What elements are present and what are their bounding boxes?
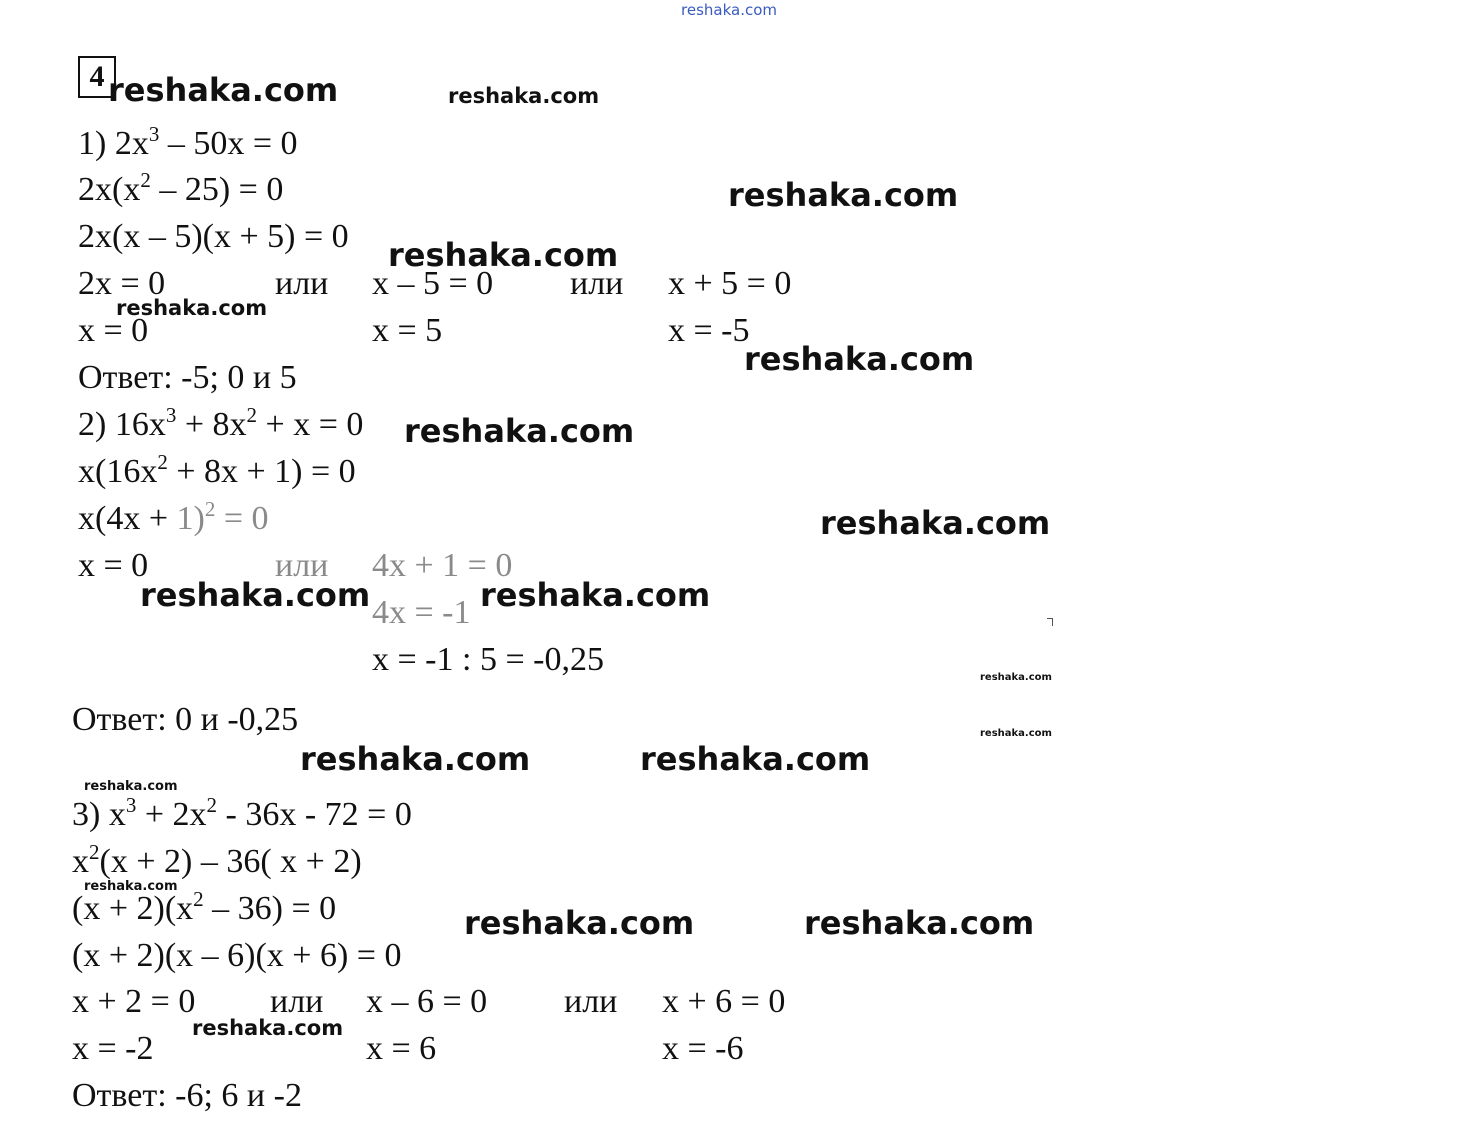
- watermark: reshaka.com: [140, 576, 371, 614]
- p2-answer: Ответ: 0 и -0,25: [72, 701, 299, 738]
- p3-r5c4: или: [564, 983, 618, 1020]
- tick-mark: [1047, 618, 1053, 626]
- watermark: reshaka.com: [300, 740, 531, 778]
- watermark: reshaka.com: [980, 728, 1052, 739]
- top-watermark: reshaka.com: [681, 1, 777, 19]
- watermark: reshaka.com: [804, 904, 1035, 942]
- p3-r6c3: x = 6: [366, 1030, 437, 1067]
- p3-r6c5: x = -6: [662, 1030, 744, 1067]
- p3-r5c1: x + 2 = 0: [72, 983, 196, 1020]
- watermark: reshaka.com: [464, 904, 695, 942]
- p1-r5c5: x = -5: [668, 312, 750, 349]
- p1-r4c1: 2x = 0: [78, 265, 166, 302]
- watermark: reshaka.com: [116, 296, 268, 320]
- watermark: reshaka.com: [448, 84, 600, 108]
- watermark: reshaka.com: [84, 879, 178, 894]
- p1-r4c3: x – 5 = 0: [372, 265, 494, 302]
- p3-line2: $x^2(x + 2) - 36$( x + 2): [72, 840, 362, 880]
- p3-r6c1: x = -2: [72, 1030, 154, 1067]
- watermark: reshaka.com: [480, 576, 711, 614]
- watermark: reshaka.com: [640, 740, 871, 778]
- p1-line2: $2x(x^2 - 25) = 0$: [78, 168, 284, 208]
- watermark: reshaka.com: [192, 1016, 344, 1040]
- p3-line3: $(x + 2)(x^2 - 36) = 0$: [72, 887, 337, 927]
- p3-r5c5: x + 6 = 0: [662, 983, 786, 1020]
- p1-answer: Ответ: -5; 0 и 5: [78, 359, 297, 396]
- p2-line3: $x(4x + 1)^2 = 0$: [78, 497, 269, 537]
- p2-r6c3: x = -1 : 5 = -0,25: [372, 641, 604, 678]
- watermark: reshaka.com: [980, 672, 1052, 683]
- watermark: reshaka.com: [84, 779, 178, 794]
- watermark: reshaka.com: [820, 504, 1051, 542]
- p2-line2: $x(16x^2 + 8x + 1) = 0$: [78, 450, 356, 490]
- p3-line4: (x + 2)(x – 6)(x + 6) = 0: [72, 937, 402, 974]
- p3-answer: Ответ: -6; 6 и -2: [72, 1077, 302, 1114]
- watermark: reshaka.com: [108, 71, 339, 109]
- p2-line1: 2) $16x^3 + 8x^2 + x = 0$: [78, 403, 364, 443]
- p1-line3: 2x(x – 5)(x + 5) = 0: [78, 218, 349, 255]
- p3-r5c3: x – 6 = 0: [366, 983, 488, 1020]
- p1-line1: 1) $2x^3 - 50x = 0$: [78, 122, 298, 162]
- watermark: reshaka.com: [728, 176, 959, 214]
- p2-r4c3: 4x + 1 = 0: [372, 547, 513, 584]
- p3-line1: 3) $x^3 + 2x^2 - 36x - 72 = 0$: [72, 793, 412, 833]
- watermark: reshaka.com: [404, 412, 635, 450]
- p1-r5c1: x = 0: [78, 312, 149, 349]
- p3-r5c2: или: [270, 983, 324, 1020]
- p1-r4c2: или: [275, 265, 329, 302]
- task-number: 4: [89, 60, 105, 93]
- watermark: reshaka.com: [744, 340, 975, 378]
- p1-r4c5: x + 5 = 0: [668, 265, 792, 302]
- p2-r4c2: или: [275, 547, 329, 584]
- p2-r5c3: 4x = -1: [372, 594, 471, 631]
- watermark: reshaka.com: [388, 236, 619, 274]
- p2-r4c1: x = 0: [78, 547, 149, 584]
- p1-r5c3: x = 5: [372, 312, 443, 349]
- p1-r4c4: или: [570, 265, 624, 302]
